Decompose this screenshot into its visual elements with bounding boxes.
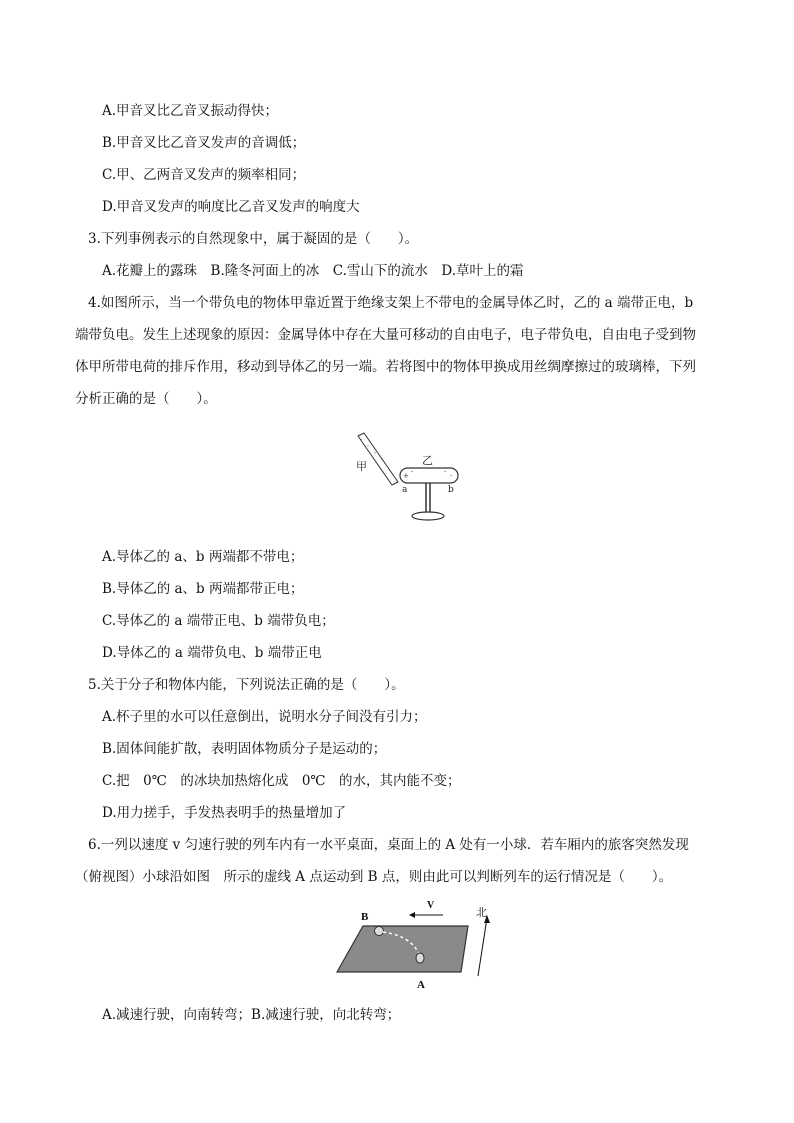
label-yi: 乙 (422, 454, 433, 467)
north-arrow-icon (478, 915, 490, 976)
q4-stem-line2: 端带负电。发生上述现象的原因：金属导体中存在大量可移动的自由电子，电子带负电，自由电子受到物 (75, 327, 696, 343)
q4-stem-line1: 4.如图所示，当一个带负电的物体甲靠近置于绝缘支架上不带电的金属导体乙时，乙的 a 端带正电，b (88, 295, 694, 311)
q6-options-line1: A.减速行驶，向南转弯；B.减速行驶，向北转弯； (102, 1007, 401, 1023)
q5-option-b: B.固体间能扩散，表明固体物质分子是运动的； (102, 741, 387, 757)
svg-text:-: - (381, 456, 384, 463)
q2-option-c: C.甲、乙两音叉发声的频率相同； (102, 167, 306, 183)
svg-text:+: + (403, 472, 409, 480)
q4-option-d: D.导体乙的 a 端带负电、b 端带正电 (102, 645, 322, 661)
q4-stem-line3: 体甲所带电荷的排斥作用，移动到导体乙的另一端。若将图中的物体甲换成用丝绸摩擦过的玻璃棒，下列 (75, 359, 696, 375)
q2-option-a: A.甲音叉比乙音叉振动得快； (102, 103, 279, 119)
svg-text:-: - (374, 449, 377, 456)
insulating-stand (412, 483, 444, 520)
q4-figure (340, 428, 470, 523)
q3-options: A.花瓣上的露珠 B.隆冬河面上的冰 C.雪山下的流水 D.草叶上的霜 (102, 263, 524, 279)
q4-option-c: C.导体乙的 a 端带正电、b 端带负电； (102, 613, 335, 629)
svg-text:-: - (450, 472, 453, 480)
q2-option-d: D.甲音叉发声的响度比乙音叉发声的响度大 (102, 199, 360, 215)
q5-option-a: A.杯子里的水可以任意倒出，说明水分子间没有引力； (102, 709, 427, 725)
ball-A (416, 953, 424, 963)
q5-option-d: D.用力搓手，手发热表明手的热量增加了 (102, 805, 347, 821)
svg-text:-: - (444, 468, 447, 476)
label-V: V (427, 900, 435, 911)
q4-stem-line4: 分析正确的是（ ）。 (75, 391, 217, 407)
svg-text:-: - (360, 436, 363, 443)
q6-stem-line1: 6.一列以速度 v 匀速行驶的列车内有一水平桌面，桌面上的 A 处有一小球．若车厢内的旅客突然发现 (88, 837, 689, 853)
label-b: b (448, 485, 454, 495)
q5-stem: 5.关于分子和物体内能，下列说法正确的是（ ）。 (88, 677, 405, 693)
q5-option-c: C.把 0℃ 的冰块加热熔化成 0℃ 的水，其内能不变； (102, 773, 461, 789)
conductor-yi (400, 468, 458, 483)
q3-stem: 3.下列事例表示的自然现象中，属于凝固的是（ ）。 (88, 231, 419, 247)
q4-option-b: B.导体乙的 a、b 两端都带正电； (102, 581, 304, 597)
rod-jia (358, 433, 398, 485)
svg-text:-: - (367, 442, 370, 449)
velocity-arrow-icon (409, 912, 443, 918)
q6-stem-line2: （俯视图）小球沿如图 所示的虚线 A 点运动到 B 点，则由此可以判断列车的运行情况是（ ）。 (75, 869, 673, 885)
label-B: B (361, 911, 369, 923)
label-A: A (417, 979, 425, 990)
q6-figure (333, 898, 498, 990)
label-a: a (402, 485, 408, 495)
label-jia: 甲 (356, 460, 367, 473)
ball-B (375, 927, 384, 936)
svg-text:-: - (411, 468, 414, 476)
q4-option-a: A.导体乙的 a、b 两端都不带电； (102, 549, 304, 565)
label-north: 北 (476, 906, 487, 919)
q2-option-b: B.甲音叉比乙音叉发声的音调低； (102, 135, 306, 151)
table-top (337, 926, 468, 972)
